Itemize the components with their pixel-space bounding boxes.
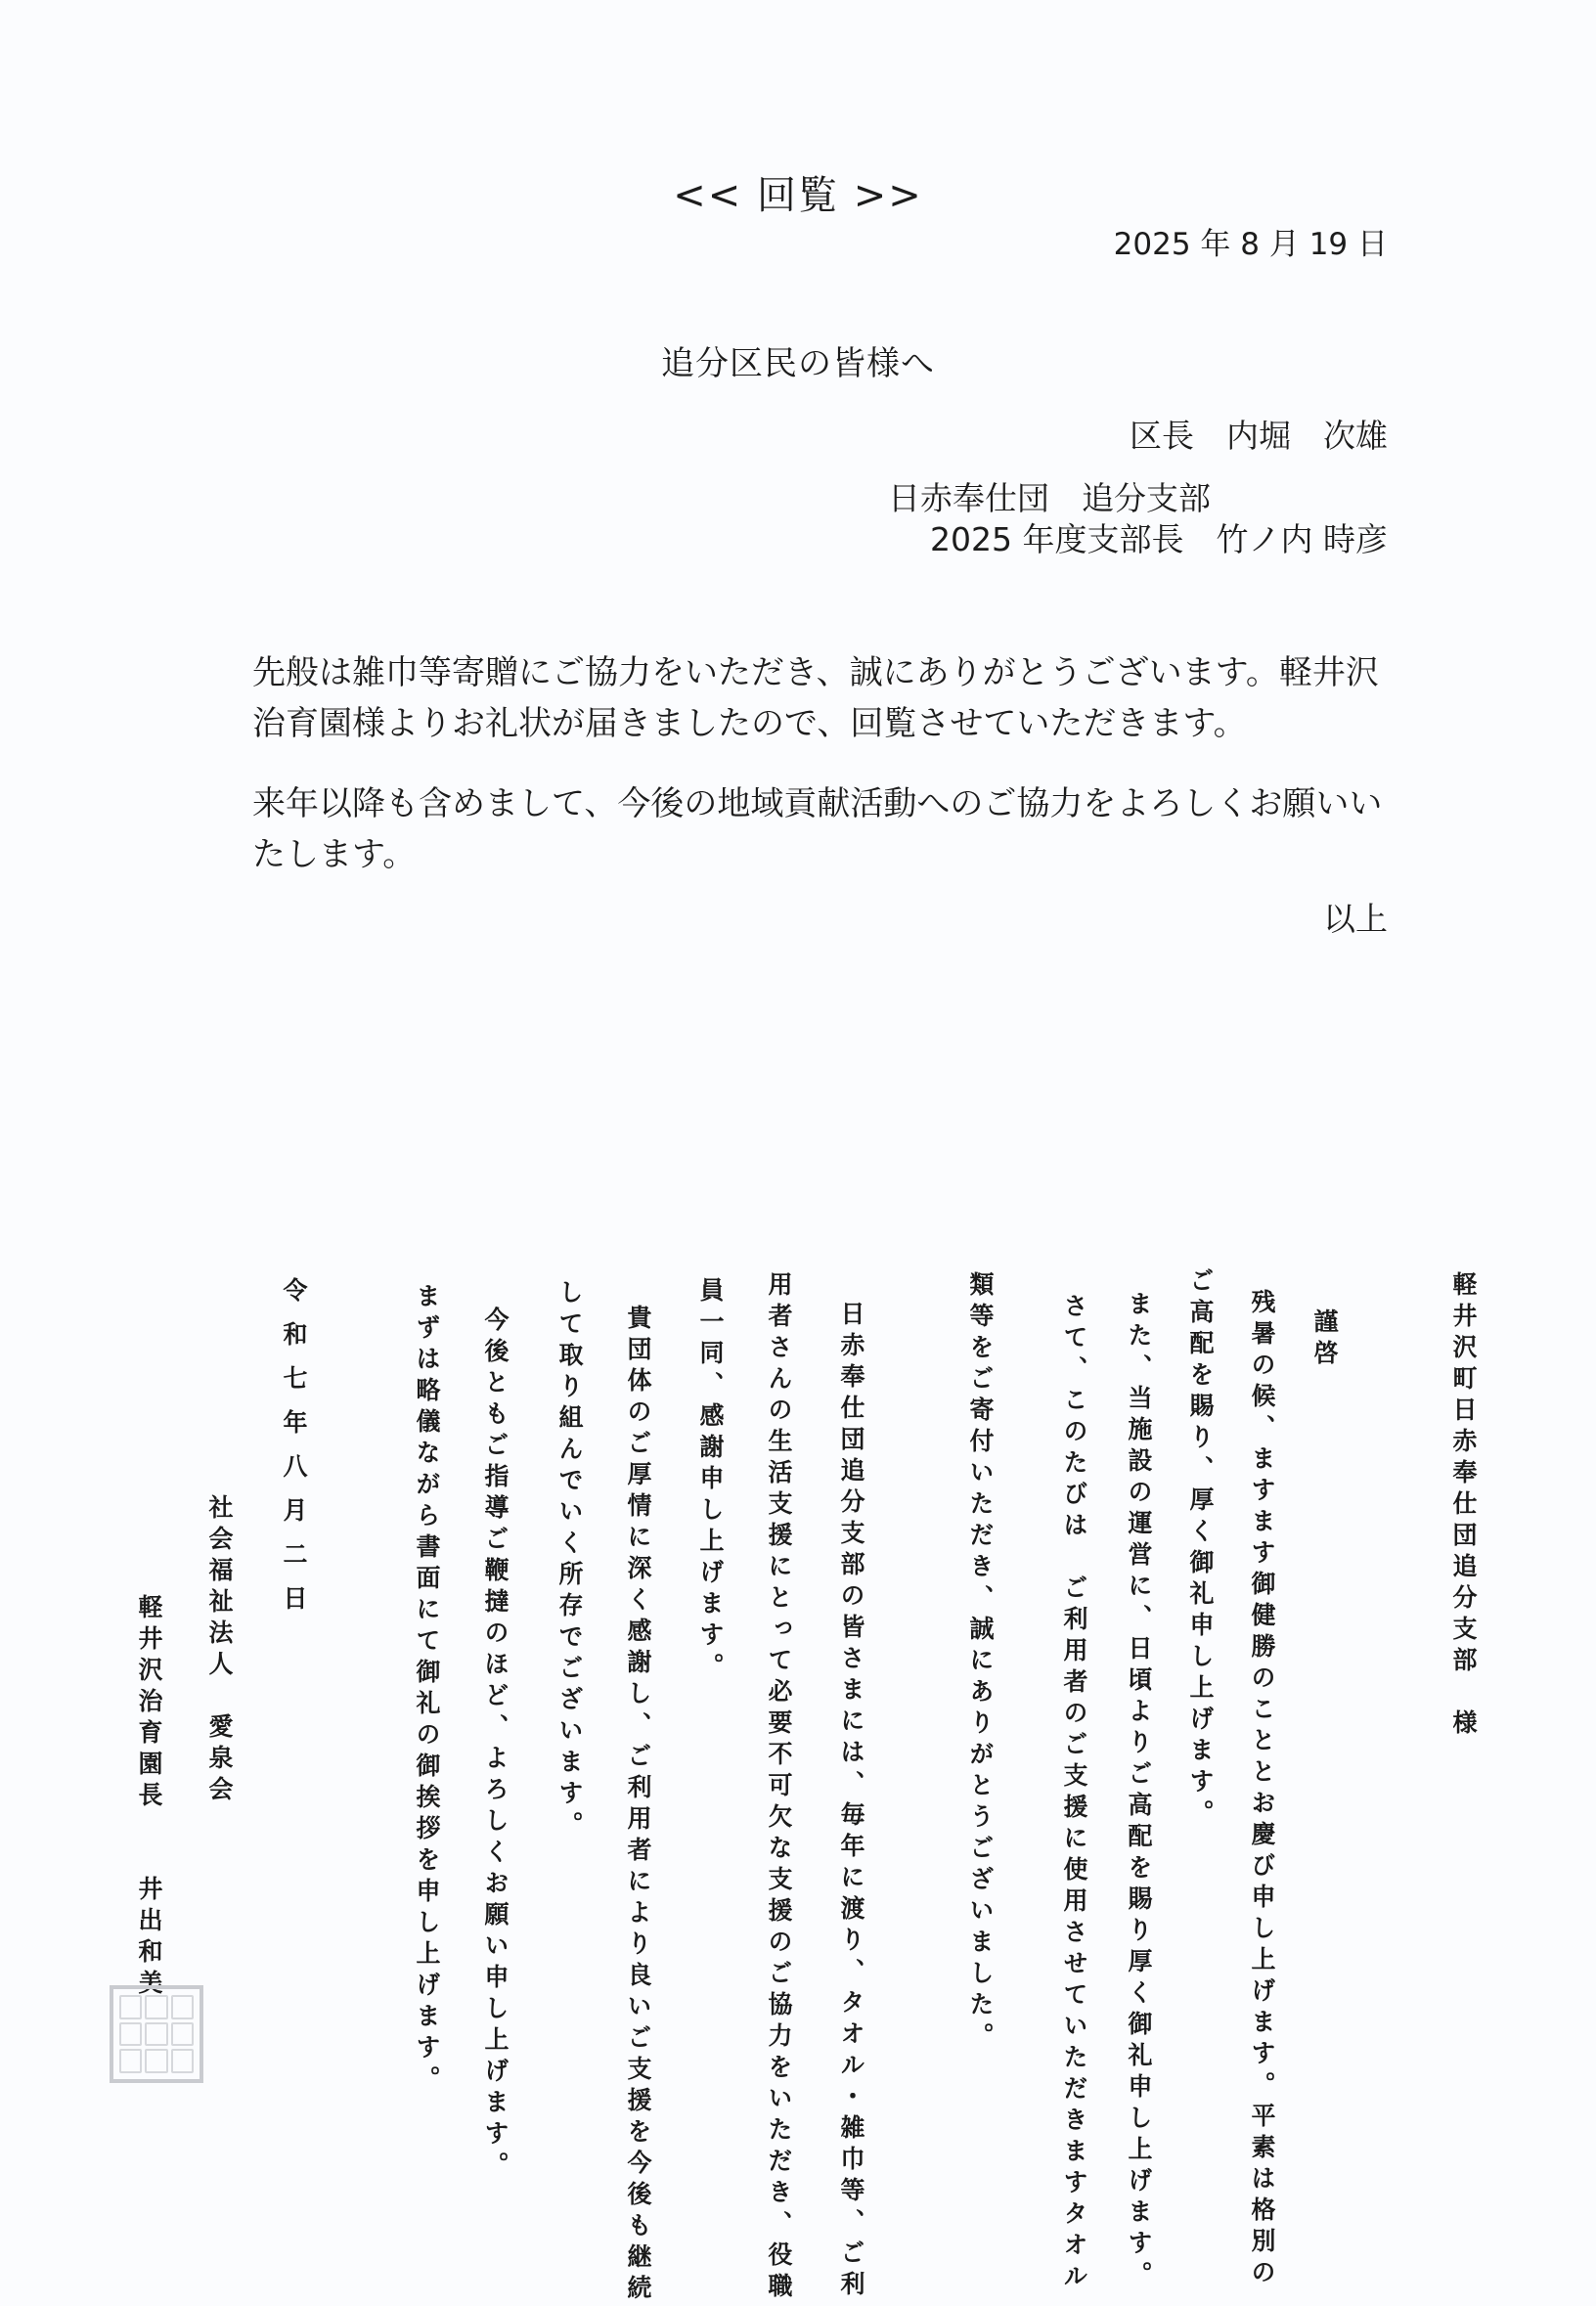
body-paragraph-1: 先般は雑巾等寄贈にご協力をいただき、誠にありがとうございます。軽井沢治育園様よりお礼状が届きましたので、回覧させていただきます。: [252, 653, 1379, 743]
letter-column: また、当施設の運営に、日頃よりご高配を賜り厚く御礼申し上げます。: [1125, 1291, 1153, 2292]
closing-mark: 以上: [1323, 900, 1388, 938]
letter-date: 令和七年八月二日: [280, 1277, 308, 1629]
notice-date: 2025 年 8 月 19 日: [1113, 227, 1388, 262]
sender-branch-head: 2025 年度支部長 竹ノ内 時彦: [930, 520, 1388, 558]
letter-column: 員一同、感謝申し上げます。: [696, 1277, 725, 1684]
letter-column: 軽井沢町日赤奉仕団追分支部 様: [1449, 1271, 1478, 1741]
letter-column: さて、このたびは ご利用者のご支援に使用させていただきますタオル: [1060, 1293, 1088, 2294]
sender-district-head: 区長 内堀 次雄: [1130, 417, 1388, 455]
letter-column: 類等をご寄付いただき、誠にありがとうございました。: [966, 1271, 995, 2054]
letter-column: ご高配を賜り、厚く御礼申し上げます。: [1186, 1267, 1215, 1831]
letter-column: 謹啓: [1310, 1308, 1339, 1371]
salutation: 追分区民の皆様へ: [661, 344, 935, 383]
circular-title: << 回覧 >>: [673, 173, 923, 218]
letter-column: まずは略儀ながら書面にて御礼の御挨拶を申し上げます。: [413, 1283, 441, 2097]
sender-organization: 日赤奉仕団 追分支部: [888, 479, 1211, 517]
letter-sender-corporation: 社会福祉法人 愛泉会: [205, 1494, 234, 1807]
letter-column: 貴団体のご厚情に深く感謝し、ご利用者により良いご支援を今後も継続: [624, 1305, 652, 2306]
square-seal-icon: [110, 1985, 203, 2083]
letter-column: して取り組んでいく所存でございます。: [555, 1279, 584, 1842]
letter-column: 残暑の候、ますます御健勝のこととお慶び申し上げます。平素は格別の: [1248, 1289, 1276, 2290]
letter-column: 日赤奉仕団追分支部の皆さまには、毎年に渡り、タオル・雑巾等、ご利: [837, 1301, 865, 2302]
letter-sender-name: 軽井沢治育園長 井出和美: [135, 1594, 163, 2001]
letter-column: 今後ともご指導ご鞭撻のほど、よろしくお願い申し上げます。: [481, 1307, 510, 2183]
body-paragraph-2: 来年以降も含めまして、今後の地域貢献活動へのご協力をよろしくお願いいたします。: [252, 784, 1383, 874]
letter-column: 用者さんの生活支援にとって必要不可欠な支援のご協力をいただき、役職: [765, 1271, 793, 2304]
